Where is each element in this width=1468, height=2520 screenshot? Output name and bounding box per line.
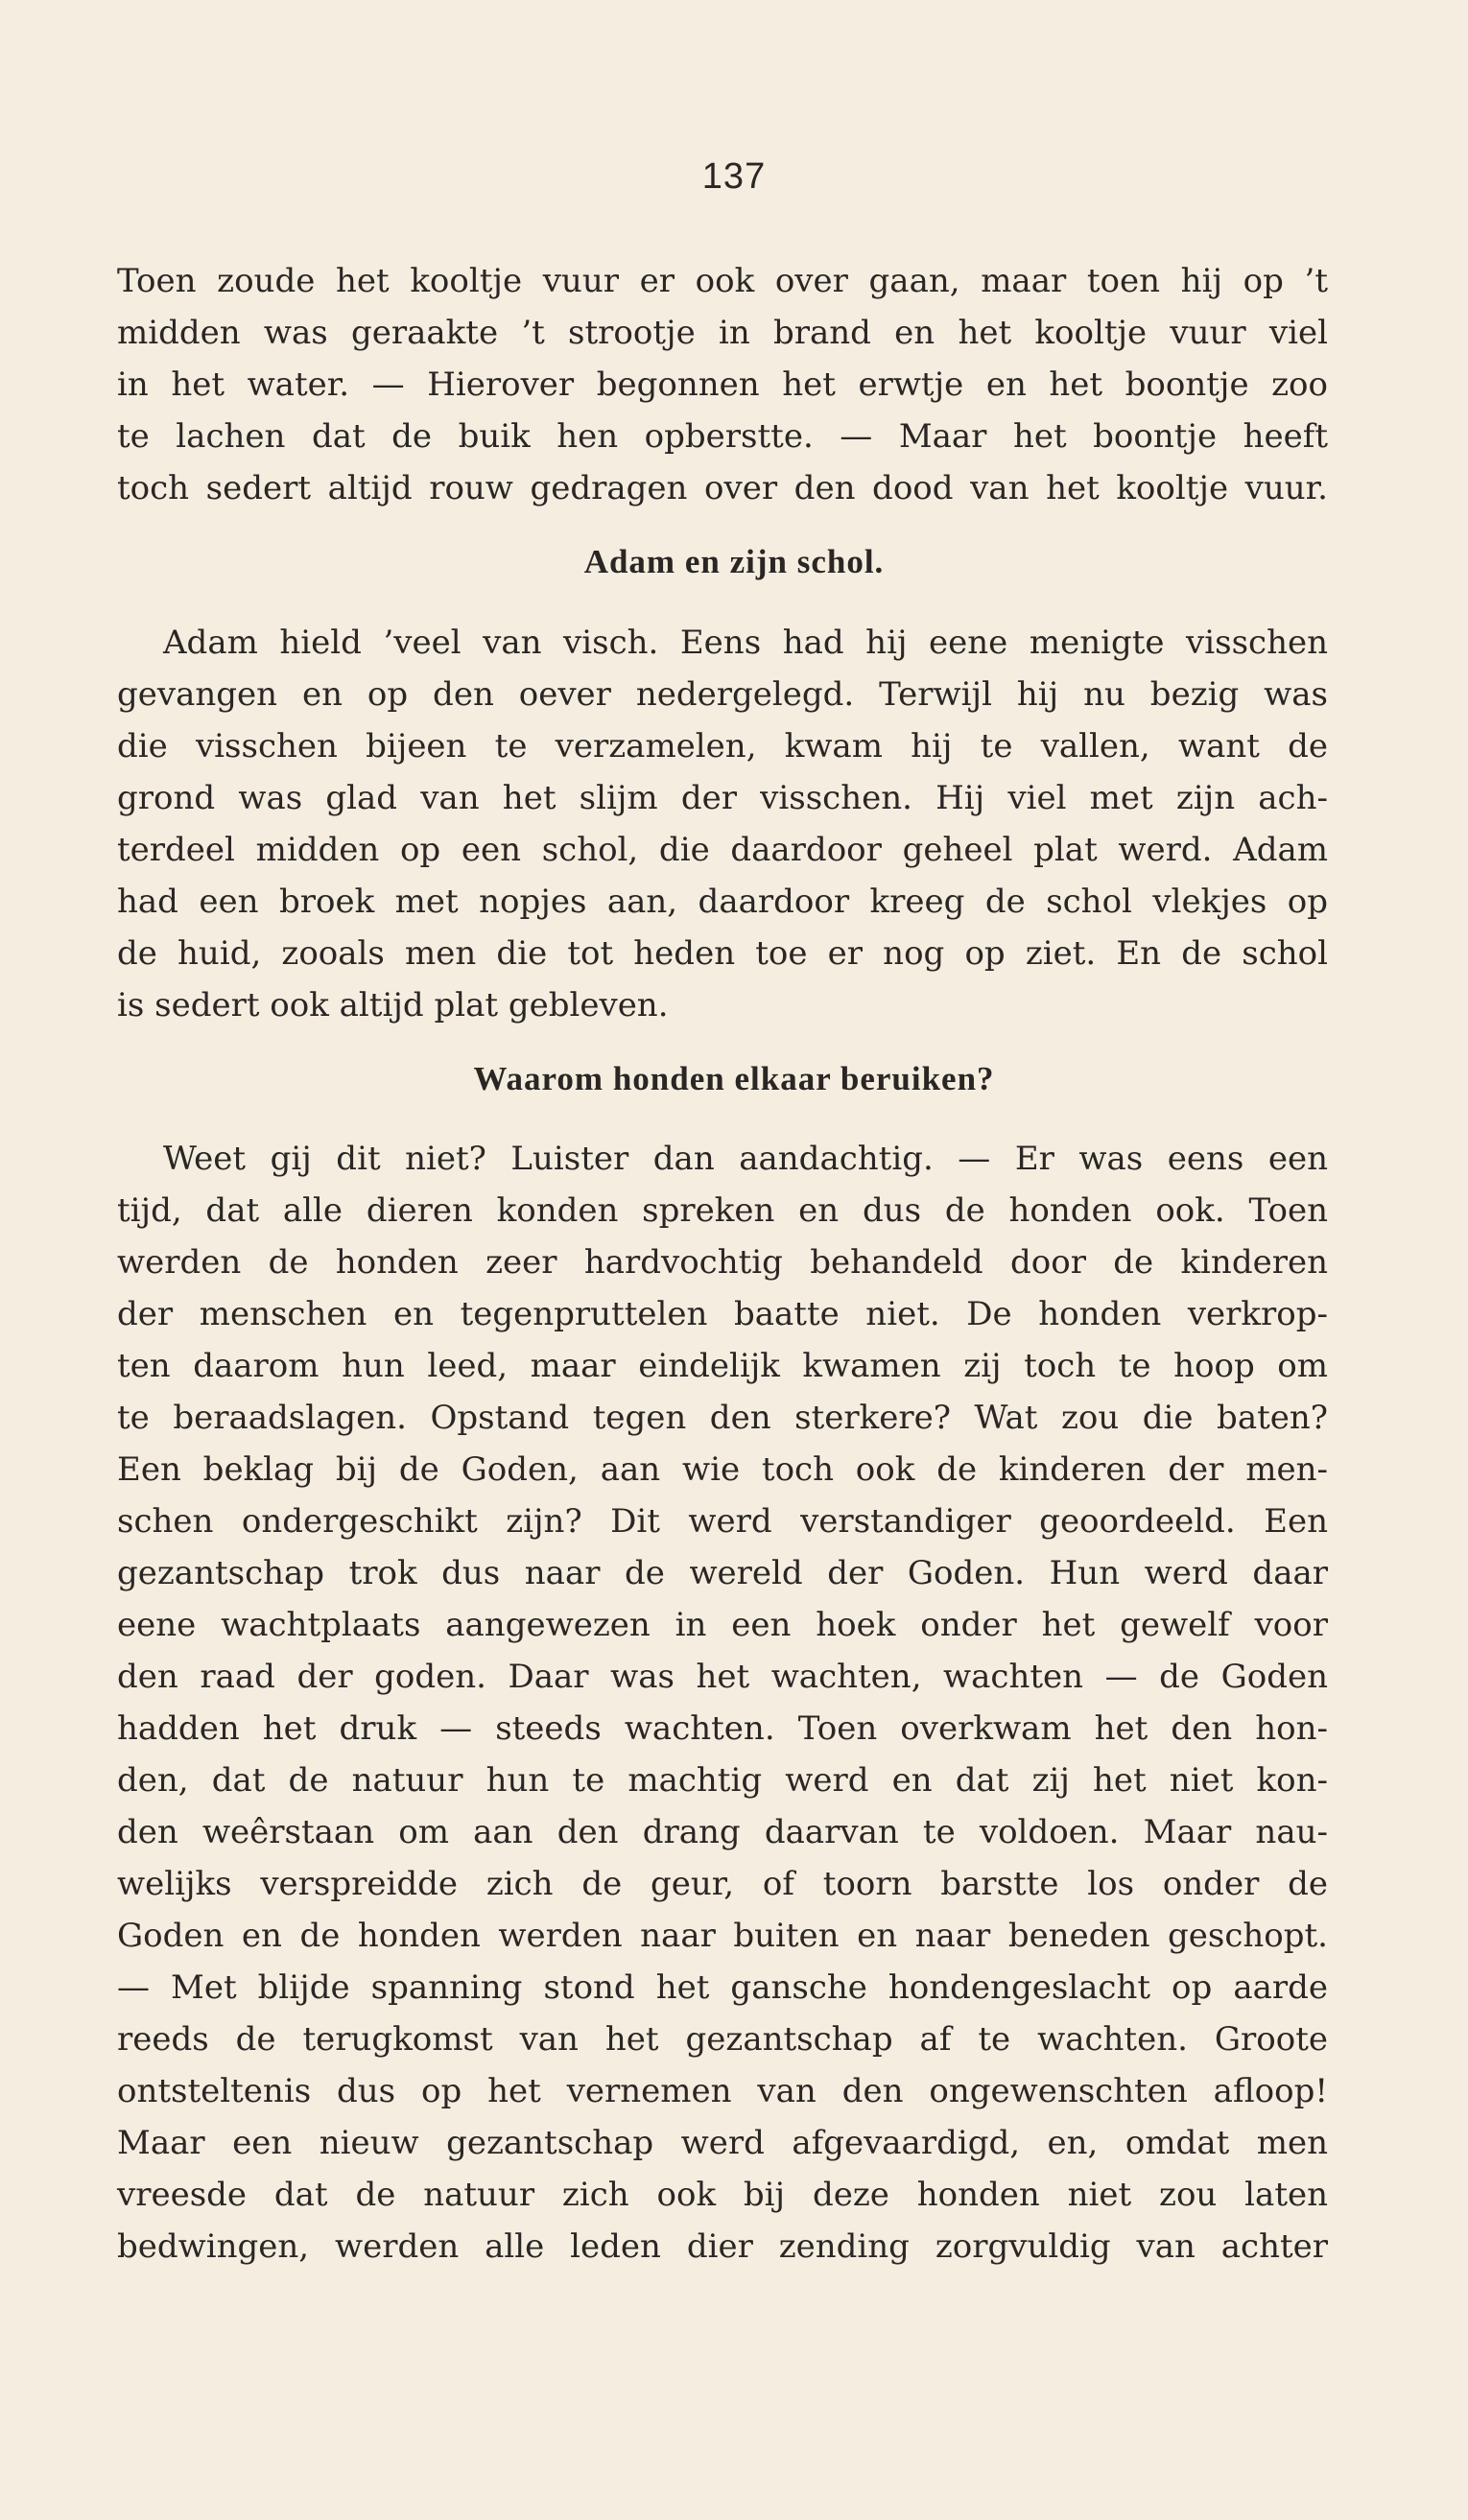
text-line: — Met blijde spanning stond het gansche hondengeslacht op aarde — [117, 1968, 1328, 2007]
text-line: welijks verspreidde zich de geur, of toorn barstte los onder de — [117, 1865, 1328, 1903]
paragraph-honden — [117, 1133, 1328, 2273]
text-line: bedwingen, werden alle leden dier zending zorgvuldig van achter — [117, 2227, 1328, 2266]
text-line: ten daarom hun leed, maar eindelijk kwamen zij toch te hoop om — [117, 1347, 1328, 1385]
text-line: schen ondergeschikt zijn? Dit werd verstandiger geoordeeld. Een — [117, 1502, 1328, 1541]
text-line: die visschen bijeen te verzamelen, kwam hij te vallen, want de — [117, 727, 1328, 765]
text-line: grond was glad van het slijm der visschen. Hij viel met zijn ach- — [117, 779, 1328, 817]
text-line: den, dat de natuur hun te machtig werd en dat zij het niet kon- — [117, 1761, 1328, 1800]
text-line: gevangen en op den oever nedergelegd. Terwijl hij nu bezig was — [117, 675, 1328, 714]
paragraph-kooltje-ending — [117, 255, 1328, 514]
text-line: den weêrstaan om aan den drang daarvan te voldoen. Maar nau- — [117, 1813, 1328, 1851]
page-number: 137 — [701, 156, 767, 197]
text-line: is sedert ook altijd plat gebleven. — [117, 986, 669, 1024]
text-line: in het water. — Hierover begonnen het erwtje en het boontje zoo — [117, 365, 1328, 404]
text-line: Adam hield ’veel van visch. Eens had hij eene menigte visschen — [163, 624, 1328, 662]
text-line: reeds de terugkomst van het gezantschap af te wachten. Groote — [117, 2020, 1328, 2059]
paragraph-adam — [117, 617, 1328, 1031]
text-line: eene wachtplaats aangewezen in een hoek onder het gewelf voor — [117, 1606, 1328, 1644]
text-line: gezantschap trok dus naar de wereld der Goden. Hun werd daar — [117, 1554, 1328, 1592]
text-line: den raad der goden. Daar was het wachten, wachten — de Goden — [117, 1658, 1328, 1696]
text-line: had een broek met nopjes aan, daardoor kreeg de schol vlekjes op — [117, 883, 1328, 921]
section-heading-adam: Adam en zijn schol. — [583, 543, 885, 580]
text-line: te beraadslagen. Opstand tegen den sterkere? Wat zou die baten? — [117, 1399, 1328, 1437]
text-line: midden was geraakte ’t strootje in brand en het kooltje vuur viel — [117, 314, 1328, 352]
text-line: werden de honden zeer hardvochtig behandeld door de kinderen — [117, 1243, 1328, 1282]
text-line: hadden het druk — steeds wachten. Toen overkwam het den hon- — [117, 1709, 1328, 1748]
text-line: Weet gij dit niet? Luister dan aandachtig. — Er was eens een — [163, 1140, 1328, 1178]
text-line: Toen zoude het kooltje vuur er ook over gaan, maar toen hij op ’t — [117, 262, 1328, 300]
text-line: Maar een nieuw gezantschap werd afgevaardigd, en, omdat men — [117, 2124, 1328, 2162]
text-line: Een beklag bij de Goden, aan wie toch ook de kinderen der men- — [117, 1450, 1328, 1489]
text-line: toch sedert altijd rouw gedragen over den dood van het kooltje vuur. — [117, 469, 1328, 507]
text-line: ontsteltenis dus op het vernemen van den ongewenschten afloop! — [117, 2072, 1328, 2110]
section-heading-honden: Waarom honden elkaar beruiken? — [473, 1060, 995, 1097]
text-line: terdeel midden op een schol, die daardoor geheel plat werd. Adam — [117, 831, 1328, 869]
text-line: vreesde dat de natuur zich ook bij deze honden niet zou laten — [117, 2176, 1328, 2214]
text-line: Goden en de honden werden naar buiten en naar beneden geschopt. — [117, 1917, 1328, 1955]
text-line: te lachen dat de buik hen opberstte. — Maar het boontje heeft — [117, 417, 1328, 456]
text-line: tijd, dat alle dieren konden spreken en dus de honden ook. Toen — [117, 1191, 1328, 1230]
text-line: der menschen en tegenpruttelen baatte niet. De honden verkrop- — [117, 1295, 1328, 1333]
text-line: de huid, zooals men die tot heden toe er nog op ziet. En de schol — [117, 934, 1328, 973]
